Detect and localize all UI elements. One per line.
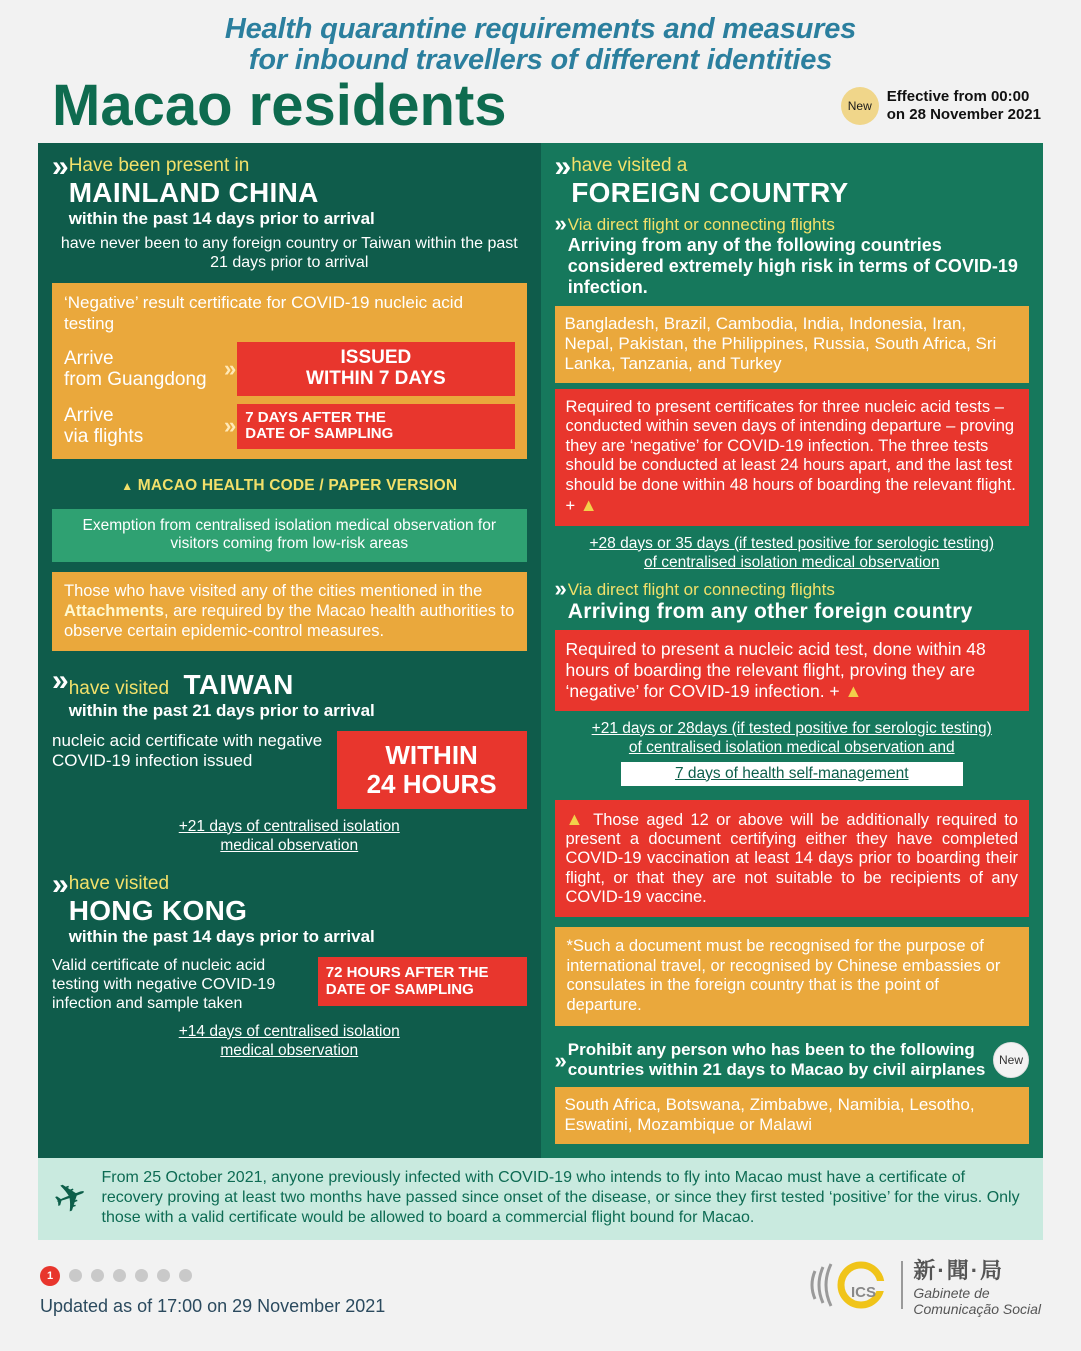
content-panels	[38, 143, 1043, 1157]
hongkong-isolation-note: +14 days of centralised isolation medical observation	[178, 1022, 400, 1060]
page-title: Macao residents	[52, 73, 507, 139]
page-indicator[interactable]	[40, 1266, 385, 1286]
hongkong-subtitle: within the past 14 days prior to arrival	[68, 927, 375, 947]
svg-text:ICS: ICS	[851, 1284, 877, 1302]
triangle-icon: ▲	[844, 680, 863, 701]
chevron-right-icon: »	[554, 211, 562, 237]
taiwan-pre-label: have visited	[68, 678, 170, 700]
header-subtitle-line1: Health quarantine requirements and measures	[224, 13, 857, 45]
prohibit-header	[555, 1040, 1030, 1081]
arrive-flights-label: Arrive via flights	[64, 405, 144, 448]
prohibit-heading: Prohibit any person who has been to the following countries within 21 days to Macao by civil airplanes	[567, 1040, 986, 1080]
arrive-guangdong-label: Arrive from Guangdong	[64, 347, 207, 390]
page-dot-active[interactable]: 1	[40, 1266, 60, 1286]
high-risk-via: Via direct flight or connecting flights	[567, 215, 835, 235]
high-risk-heading: Arriving from any of the following countries considered extremely high risk in terms of COVID-19 infection.	[567, 235, 1018, 297]
hongkong-pre-label: have visited	[68, 873, 170, 895]
page-dot[interactable]	[113, 1269, 126, 1282]
attachments-note-pre: Those who have visited any of the cities mentioned in the	[64, 581, 483, 600]
other-country-via: Via direct flight or connecting flights	[567, 580, 835, 600]
hongkong-cert-pill: 72 HOURS AFTER THE DATE OF SAMPLING	[318, 957, 527, 1006]
logo-portuguese-line1: Gabinete de	[913, 1284, 990, 1301]
negative-certificate-box	[52, 283, 527, 459]
header-subtitle-line2: for inbound travellers of different identities	[248, 43, 833, 76]
right-panel	[541, 143, 1044, 1157]
taiwan-title: TAIWAN	[183, 669, 294, 701]
high-risk-requirement-text: Required to present certificates for three nucleic acid tests – conducted within seven days of intending departure – proving they are ‘negative’ for COVID-19 infection. The three tests should be conducted at least 24 hours apart, and the last test should be done within 48 hours of boarding the relevant flight. +	[565, 397, 1016, 516]
recovery-certificate-text: From 25 October 2021, anyone previously infected with COVID-19 who intends to fly into Macao must have a certificate of recovery proving at least two months have passed since onset of the disease, or since they first tested ‘positive’ for the virus. Only those with a valid certificate would be allowed to board a commercial flight bound for Macao.	[101, 1168, 1020, 1226]
vaccination-requirement-text: Those aged 12 or above will be additionally required to present a document certifying either they have completed COVID-19 vaccination at least 14 days prior to boarding their flight, or that they are not suitable to be recipients of any COVID-19 vaccine.	[565, 810, 1018, 907]
effective-date-line2: on 28 November 2021	[886, 106, 1041, 124]
left-panel	[38, 143, 541, 1157]
attachments-link[interactable]: Attachments	[64, 601, 164, 620]
hongkong-title: HONG KONG	[68, 895, 248, 927]
page-header	[0, 0, 1081, 139]
taiwan-section-header	[52, 664, 527, 721]
page-dot[interactable]	[69, 1269, 82, 1282]
taiwan-header-line	[69, 669, 375, 701]
header-title-row	[0, 73, 1081, 139]
logo-portuguese-line2: Comunicação Social	[913, 1300, 1041, 1317]
gcs-logo	[807, 1254, 1041, 1317]
ics-logo-svg	[807, 1257, 891, 1313]
arrive-flights-value: 7 DAYS AFTER THE DATE OF SAMPLING	[237, 404, 514, 449]
effective-date-text	[887, 88, 1041, 124]
high-risk-isolation-note: +28 days or 35 days (if tested positive for serologic testing) of centralised isolation medical observation	[589, 534, 994, 571]
chevron-right-icon: »	[224, 413, 232, 439]
taiwan-cert-pill: WITHIN 24 HOURS	[337, 731, 527, 808]
hongkong-cert-row	[52, 957, 527, 1014]
chevron-right-icon: »	[52, 150, 63, 184]
other-country-heading: Arriving from any other foreign country	[567, 600, 973, 624]
prohibit-countries: South Africa, Botswana, Zimbabwe, Namibia, Lesotho, Eswatini, Mozambique or Malawi	[555, 1087, 1030, 1144]
mainland-pre-label: Have been present in	[68, 155, 250, 177]
chevron-right-icon: »	[52, 664, 63, 698]
triangle-icon: ▲	[579, 495, 598, 516]
self-management-box: 7 days of health self-management	[621, 762, 963, 786]
arrive-guangdong-row	[64, 342, 515, 396]
taiwan-cert-text: nucleic acid certificate with negative COVID-19 infection issued	[52, 731, 323, 771]
attachments-note-post: , are required by the Macao health authorities to observe certain epidemic-control measures.	[64, 601, 515, 640]
taiwan-cert-row	[52, 731, 527, 808]
foreign-title: FOREIGN COUNTRY	[571, 177, 849, 209]
updated-timestamp: Updated as of 17:00 on 29 November 2021	[40, 1295, 386, 1316]
airplane-icon: ✈	[47, 1171, 95, 1225]
new-badge: New	[841, 87, 879, 125]
chevron-right-icon: »	[554, 150, 566, 184]
page-footer	[0, 1240, 1081, 1327]
high-risk-header	[554, 211, 1030, 297]
page-dot[interactable]	[157, 1269, 170, 1282]
exemption-box: Exemption from centralised isolation medical observation for visitors coming from low-risk areas	[52, 509, 527, 562]
effective-date-line1: Effective from 00:00	[886, 88, 1030, 106]
chevron-right-icon: »	[52, 868, 63, 902]
taiwan-subtitle: within the past 21 days prior to arrival	[68, 701, 375, 721]
triangle-icon: ▲	[121, 478, 134, 493]
foreign-pre-label: have visited a	[571, 155, 688, 177]
macao-health-code-note	[52, 477, 527, 495]
macao-health-code-text: MACAO HEALTH CODE / PAPER VERSION	[137, 476, 458, 494]
effective-date-group	[841, 87, 1041, 125]
attachments-note-box	[52, 572, 527, 651]
negative-certificate-text: ‘Negative’ result certificate for COVID-19 nucleic acid testing	[64, 293, 464, 333]
mainland-section-header	[52, 150, 527, 229]
new-badge: New	[993, 1042, 1029, 1078]
other-country-requirement	[555, 630, 1030, 711]
page-dot[interactable]	[91, 1269, 104, 1282]
page-dot[interactable]	[179, 1269, 192, 1282]
arrive-flights-row	[64, 404, 515, 449]
logo-chinese-name: 新·聞·局	[913, 1257, 1005, 1283]
ics-logo-icon	[807, 1257, 891, 1313]
mainland-note: have never been to any foreign country or Taiwan within the past 21 days prior to arrival	[60, 235, 518, 272]
page-dot[interactable]	[135, 1269, 148, 1282]
vaccination-requirement-box	[555, 800, 1030, 917]
chevron-right-icon: »	[224, 356, 232, 382]
chevron-right-icon: »	[554, 576, 562, 602]
foreign-section-header	[554, 150, 1030, 209]
hongkong-section-header	[52, 868, 527, 947]
other-country-header	[554, 576, 1030, 624]
taiwan-isolation-note: +21 days of centralised isolation medical observation	[178, 817, 400, 854]
high-risk-countries: Bangladesh, Brazil, Cambodia, India, Indonesia, Iran, Nepal, Pakistan, the Philippines, Russia, South Africa, Sri Lanka, Tanzania, and Turkey	[555, 306, 1030, 383]
mainland-title: MAINLAND CHINA	[68, 177, 319, 209]
hongkong-cert-text: Valid certificate of nucleic acid testing with negative COVID-19 infection and sample taken	[52, 957, 276, 1013]
footer-left	[40, 1266, 385, 1317]
mainland-subtitle: within the past 14 days prior to arrival	[68, 209, 375, 229]
other-country-requirement-text: Required to present a nucleic acid test, done within 48 hours of boarding the relevant flight, proving they are ‘negative’ for COVID-19 infection. +	[565, 639, 986, 701]
triangle-icon: ▲	[565, 808, 587, 829]
other-country-isolation-note: +21 days or 28days (if tested positive for serologic testing) of centralised isolation medical observation and	[591, 719, 992, 757]
recognition-note-box: *Such a document must be recognised for the purpose of international travel, or recognised by Chinese embassies or consulates in the foreign country that is the point of departure.	[555, 927, 1030, 1026]
arrive-guangdong-value: ISSUED WITHIN 7 DAYS	[237, 342, 514, 396]
logo-divider	[901, 1261, 903, 1309]
logo-text-group	[913, 1254, 1041, 1317]
chevron-right-icon: »	[554, 1047, 562, 1073]
high-risk-requirement	[555, 389, 1030, 526]
recovery-certificate-band	[38, 1158, 1043, 1240]
